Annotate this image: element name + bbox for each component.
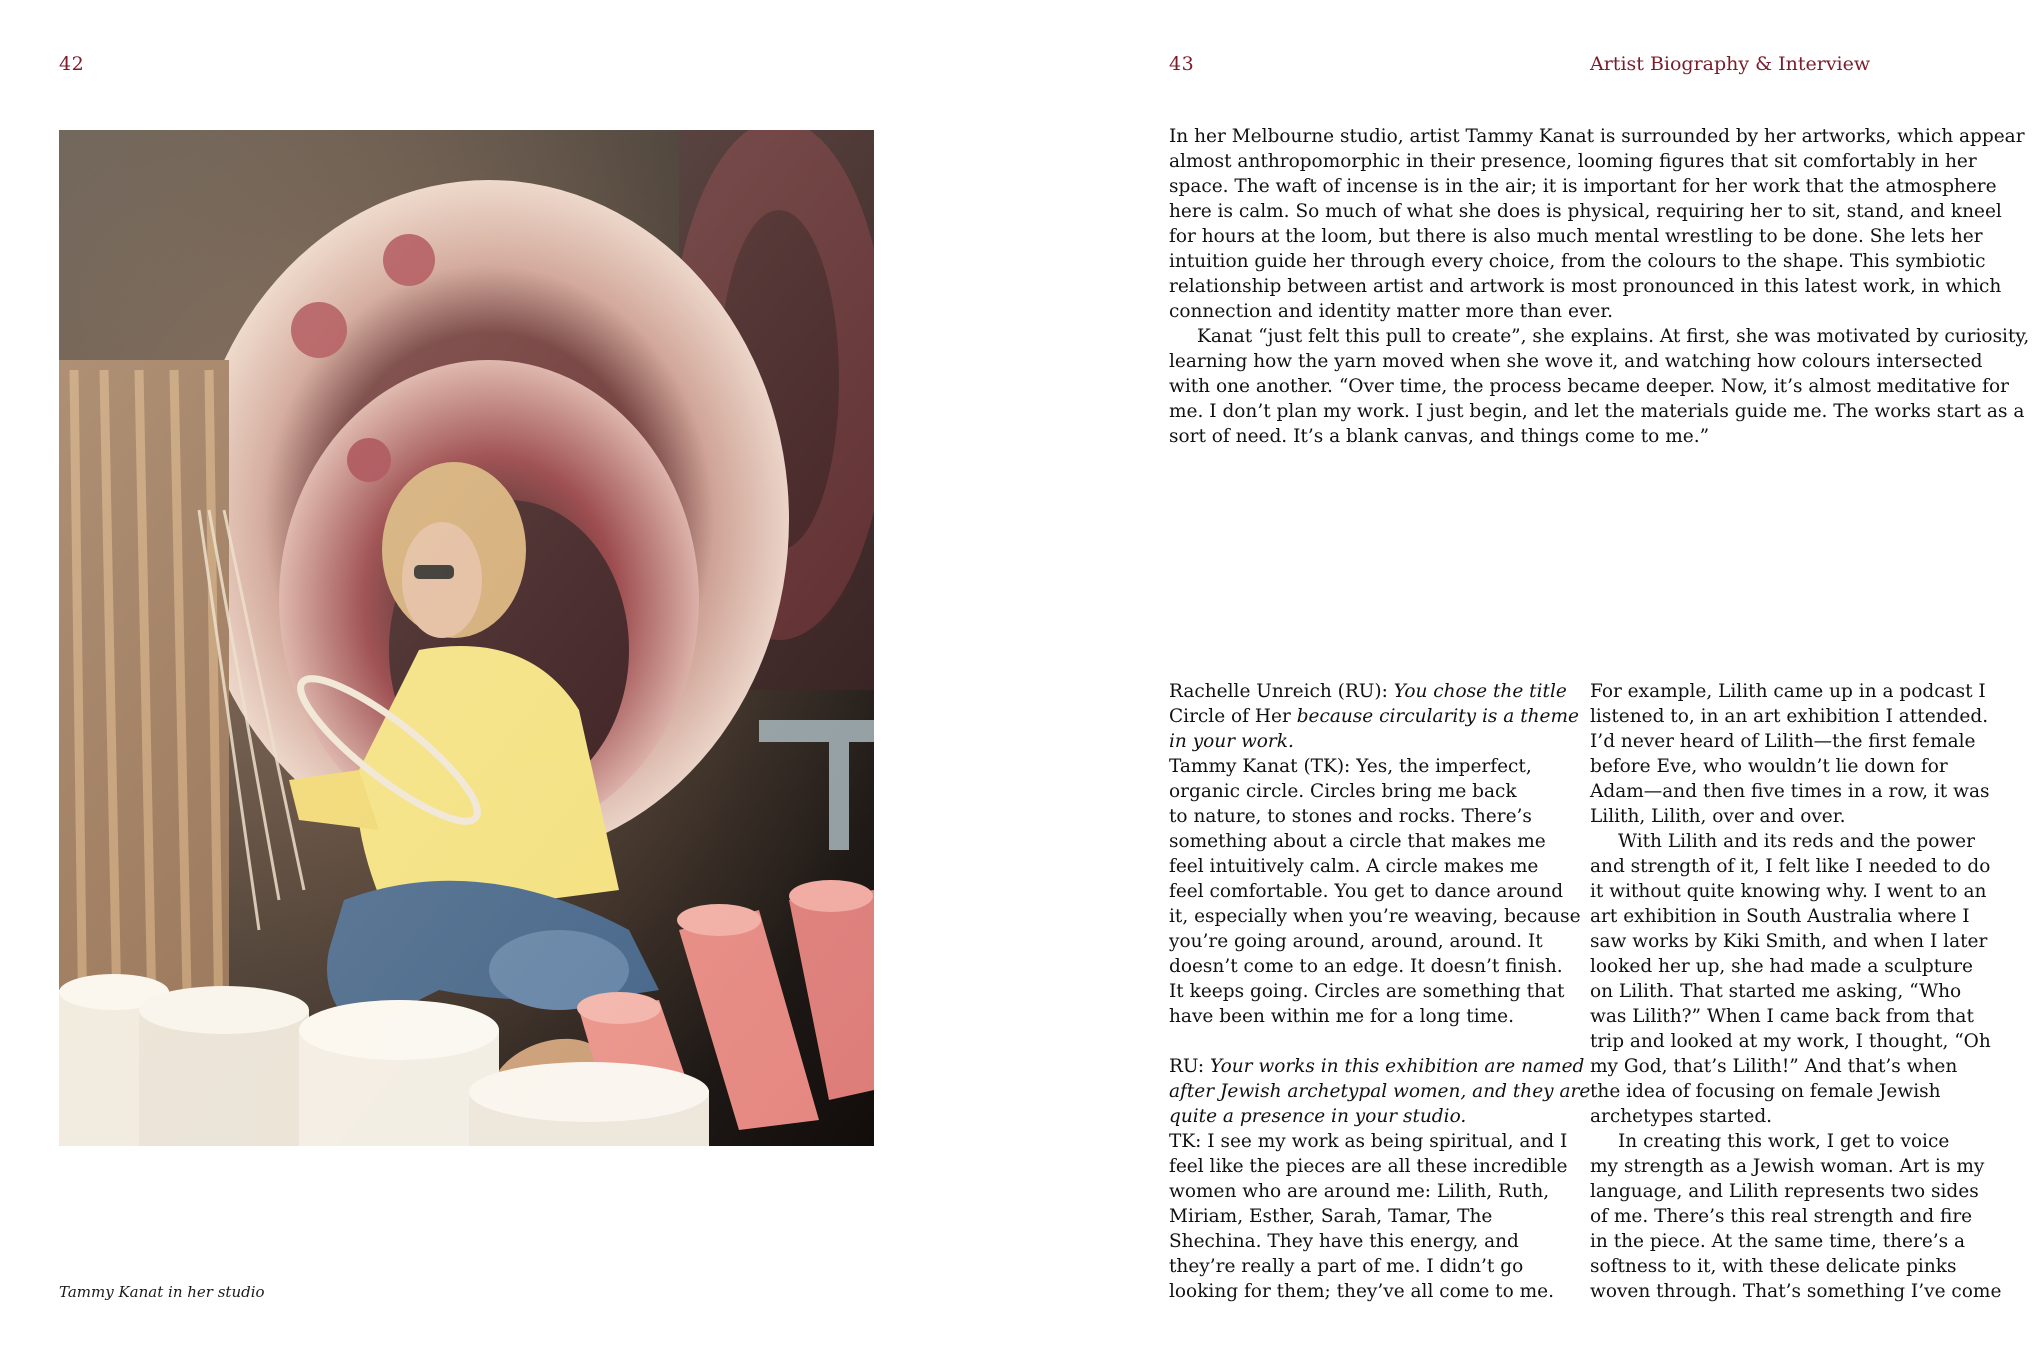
text-line: With Lilith and its reds and the power [1618,831,1975,852]
text-line: in the piece. At the same time, there’s a [1590,1231,1966,1252]
exhibition-title: Circle of Her [1169,706,1291,727]
page-number-right: 43 [1169,53,1195,75]
text-line: doesn’t come to an edge. It doesn’t finish. [1169,956,1563,977]
paragraph-gap [1169,1029,1569,1054]
question-line [1169,1079,1591,1104]
text-line: looking for them; they’ve all come to me. [1169,1281,1554,1302]
text-line: it, especially when you’re weaving, because [1169,906,1581,927]
question-text: after Jewish archetypal women, and they are [1169,1081,1591,1102]
text-line: looked her up, she had made a sculpture [1590,956,1973,977]
text-line: Adam—and then five times in a row, it was [1590,781,1990,802]
text-line: it without quite knowing why. I went to an [1590,881,1987,902]
text-line: space. The waft of incense is in the air; it is important for her work that the atmosphere [1169,176,1997,197]
text-line: feel intuitively calm. A circle makes me [1169,856,1539,877]
text-line: listened to, in an art exhibition I attended. [1590,706,1989,727]
text-line: sort of need. It’s a blank canvas, and things come to me.” [1169,426,1710,447]
question-text: in your work. [1169,731,1294,752]
question-line [1169,729,1569,754]
question-line [1169,1054,1585,1079]
studio-photo [59,130,874,1146]
speaker-label: Rachelle Unreich (RU): [1169,681,1394,702]
text-line: connection and identity matter more than ever. [1169,301,1614,322]
text-line: In creating this work, I get to voice [1618,1131,1950,1152]
text-line: with one another. “Over time, the process became deeper. Now, it’s almost meditative for [1169,376,2009,397]
text-line: my strength as a Jewish woman. Art is my [1590,1156,1985,1177]
question-text: quite a presence in your studio. [1169,1106,1467,1127]
text-line: and strength of it, I felt like I needed to do [1590,856,1991,877]
photo-caption: Tammy Kanat in her studio [59,1283,265,1301]
text-line: to nature, to stones and rocks. There’s [1169,806,1532,827]
text-line: before Eve, who wouldn’t lie down for [1590,756,1948,777]
text-line: trip and looked at my work, I thought, “Oh [1590,1031,1991,1052]
text-line: TK: I see my work as being spiritual, and I [1169,1131,1568,1152]
running-header: Artist Biography & Interview [1590,53,1871,75]
text-line: woven through. That’s something I’ve come [1590,1281,2002,1302]
text-line: on Lilith. That started me asking, “Who [1590,981,1962,1002]
text-line: Tammy Kanat (TK): Yes, the imperfect, [1169,756,1532,777]
text-line: almost anthropomorphic in their presence, looming figures that sit comfortably in her [1169,151,1977,172]
text-line: for hours at the loom, but there is also much mental wrestling to be done. She lets her [1169,226,1983,247]
text-line: organic circle. Circles bring me back [1169,781,1517,802]
text-line: of me. There’s this real strength and fire [1590,1206,1973,1227]
interview-column-left [1169,679,1591,1304]
text-line: saw works by Kiki Smith, and when I later [1590,931,1988,952]
text-line: In her Melbourne studio, artist Tammy Kanat is surrounded by her artworks, which appear [1169,126,2025,147]
text-line: softness to it, with these delicate pinks [1590,1256,1957,1277]
text-line: feel like the pieces are all these incredible [1169,1156,1568,1177]
text-line: Kanat “just felt this pull to create”, she explains. At first, she was motivated by curiosity, [1197,326,2030,347]
text-line: Shechina. They have this energy, and [1169,1231,1519,1252]
text-line: learning how the yarn moved when she wove it, and watching how colours intersected [1169,351,1983,372]
text-line: It keeps going. Circles are something that [1169,981,1565,1002]
text-line: was Lilith?” When I came back from that [1590,1006,1974,1027]
text-line: something about a circle that makes me [1169,831,1546,852]
text-line: I’d never heard of Lilith—the first female [1590,731,1976,752]
question-line [1169,704,1579,729]
text-line: language, and Lilith represents two sides [1590,1181,1979,1202]
question-text: Your works in this exhibition are named [1209,1056,1585,1077]
text-line: For example, Lilith came up in a podcast I [1590,681,1986,702]
question-text: You chose the title [1393,681,1567,702]
text-line: feel comfortable. You get to dance around [1169,881,1564,902]
text-line: archetypes started. [1590,1106,1773,1127]
text-line: Lilith, Lilith, over and over. [1590,806,1846,827]
text-line: my God, that’s Lilith!” And that’s when [1590,1056,1958,1077]
text-line: intuition guide her through every choice, from the colours to the shape. This symbiotic [1169,251,1986,272]
text-line: they’re really a part of me. I didn’t go [1169,1256,1524,1277]
question-line [1169,679,1569,704]
interview-column-right [1590,679,2000,1304]
text-line: Miriam, Esther, Sarah, Tamar, The [1169,1206,1493,1227]
page-number-left: 42 [59,53,85,75]
speaker-label: RU: [1169,1056,1210,1077]
studio-photo-illustration [59,130,874,1146]
question-line [1169,1104,1569,1129]
text-line: me. I don’t plan my work. I just begin, and let the materials guide me. The works start as a [1169,401,2025,422]
question-text: because circularity is a theme [1290,706,1579,727]
text-line: the idea of focusing on female Jewish [1590,1081,1941,1102]
intro-text [1169,124,2030,449]
text-line: art exhibition in South Australia where I [1590,906,1970,927]
text-line: you’re going around, around, around. It [1169,931,1543,952]
text-line: here is calm. So much of what she does is physical, requiring her to sit, stand, and kneel [1169,201,2002,222]
text-line: relationship between artist and artwork is most pronounced in this latest work, in which [1169,276,2002,297]
text-line: women who are around me: Lilith, Ruth, [1169,1181,1550,1202]
text-line: have been within me for a long time. [1169,1006,1514,1027]
